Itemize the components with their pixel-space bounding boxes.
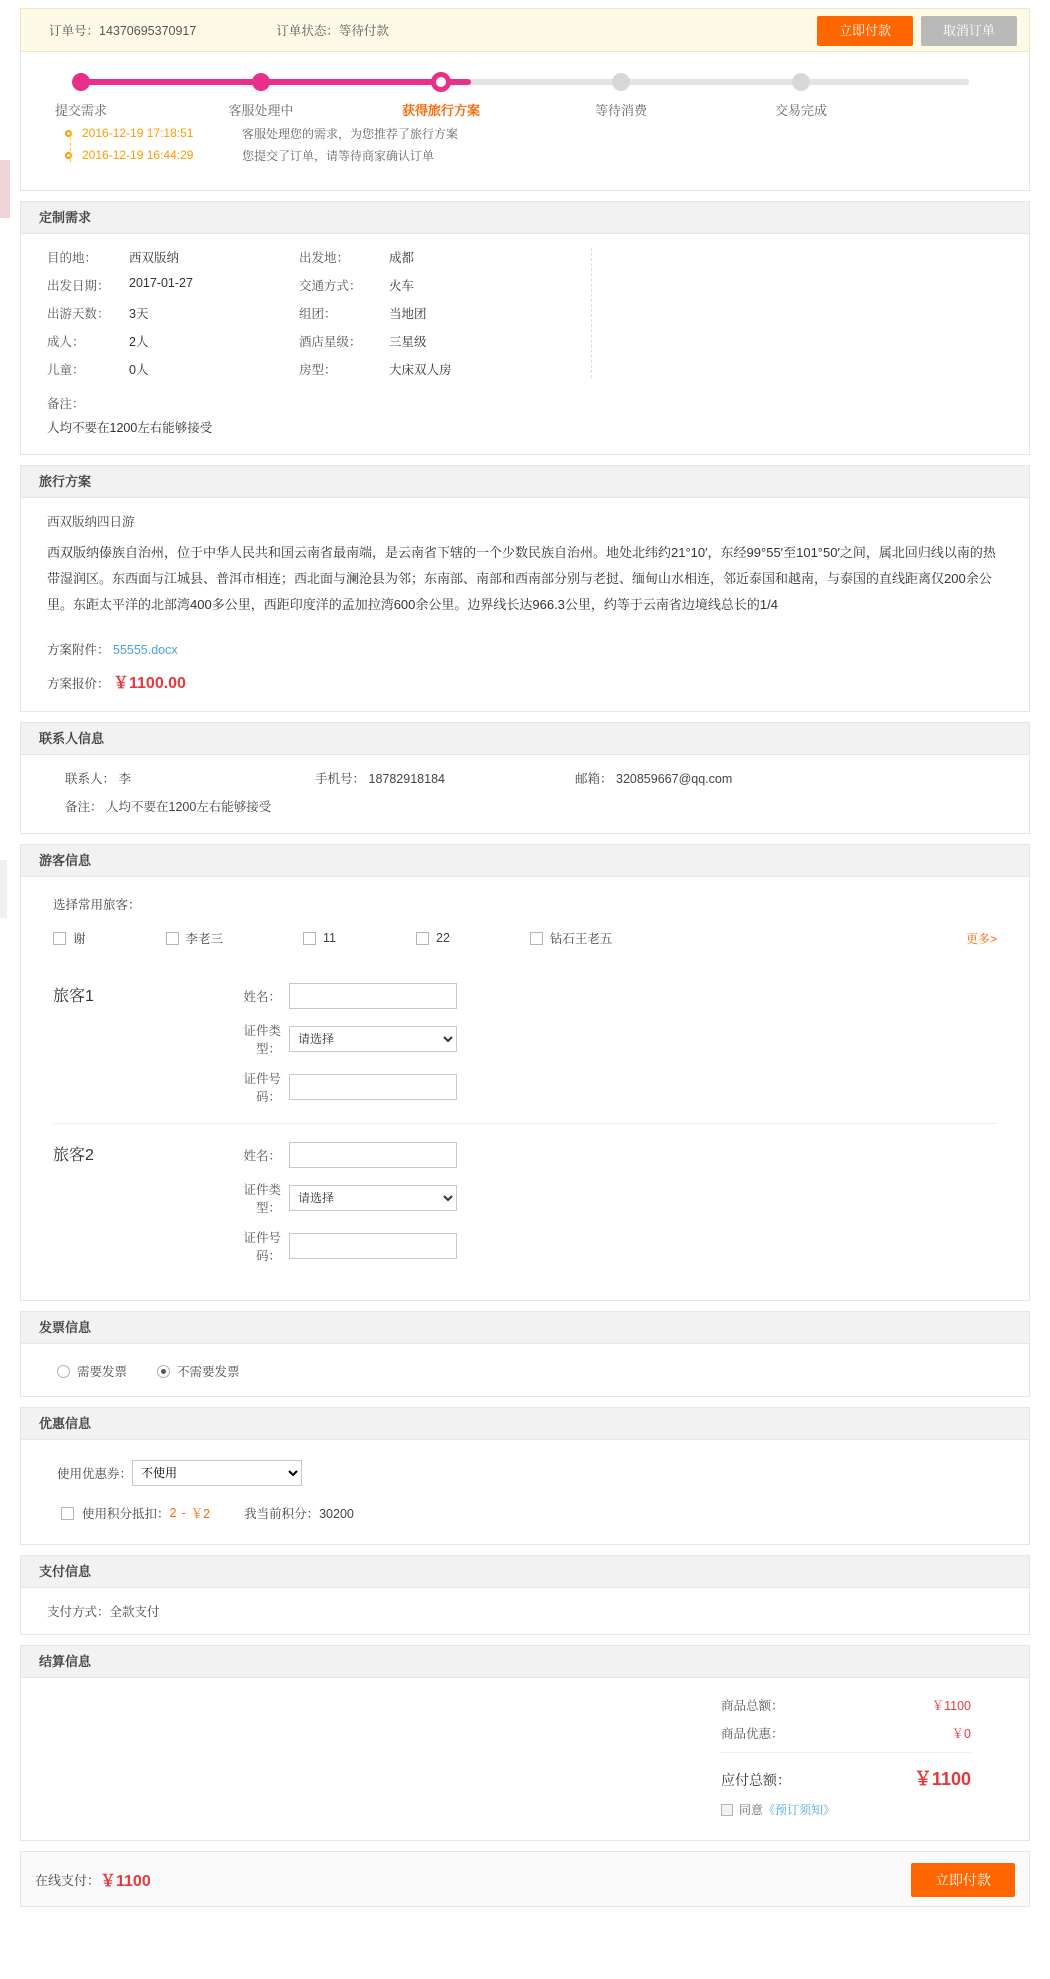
coupon-select-row [47,1456,1003,1486]
log-time: 2016-12-19 17:18:51 [82,126,194,140]
contact-note-label: 备注： [65,800,103,814]
my-points-label: 我当前积分：30200 [244,1507,354,1521]
section-title-payment: 支付信息 [21,1556,1029,1588]
log-time: 2016-12-19 16:44:29 [82,148,194,162]
points-row [47,1486,1003,1526]
invoice-options [47,1356,1003,1382]
progress-label-2: 客服处理中 [228,103,294,118]
demand-value: 3天 [129,307,149,321]
passenger-block [53,1124,997,1282]
demand-label: 房型： [299,363,337,377]
radio-icon[interactable] [57,1365,70,1378]
demand-value: 2017-01-27 [129,276,193,290]
section-settlement [20,1645,1030,1841]
plan-description: 西双版纳傣族自治州，位于中华人民共和国云南省最南端，是云南省下辖的一个少数民族自治州。地处北纬约21°10′，东经99°55′至101°50′之间，属北回归线以南的热带湿润区。东西面与江城县、普洱市相连；西北面与澜沧县为邻；东南部、南部和西南部分别与老挝、缅甸山水相连，邻近泰国和越南，与泰国的直线距离仅200余公里。东距太平洋的北部湾400多公里，西距印度洋的孟加拉湾600余公里。边界线长达966.3公里，约等于云南省边境线总长的1/4 [47,545,996,612]
contact-name-value: 李 [118,772,132,786]
progress-label-3: 获得旅行方案 [401,103,481,118]
checkbox-icon[interactable] [416,932,429,945]
checkbox-icon[interactable] [53,932,66,945]
payment-method: 支付方式：全款支付 [47,1605,160,1619]
online-pay-amount: ￥1100 [100,1872,151,1890]
order-log-list [21,116,1029,180]
contact-name-label: 联系人： [65,772,116,786]
left-edge-tab [0,160,10,218]
settlement-value: ￥1100 [931,1699,971,1713]
section-title-contact: 联系人信息 [21,723,1029,755]
common-tourist-label: 谢 [73,932,86,946]
progress-steps [49,70,1001,116]
checkbox-icon[interactable] [166,932,179,945]
progress-dot-5 [792,73,810,91]
settlement-divider [721,1752,971,1753]
checkbox-icon[interactable] [303,932,316,945]
demand-value: 0人 [129,363,149,377]
log-text: 您提交了订单，请等待商家确认订单 [242,148,435,163]
settlement-row [721,1696,971,1714]
radio-icon-selected[interactable] [157,1365,170,1378]
invoice-option-not-need[interactable] [157,1362,240,1380]
section-tourists [20,844,1030,1301]
settlement-row [721,1724,971,1742]
invoice-option-label: 不需要发票 [177,1365,240,1379]
demand-label: 成人： [47,335,85,349]
common-tourist-item[interactable] [530,929,613,947]
contact-note-value: 人均不要在1200左右能够接受 [106,800,272,814]
passenger-title: 旅客2 [53,1147,94,1164]
plan-subtitle: 西双版纳四日游 [47,515,135,529]
order-status: 订单状态：等待付款 [276,24,389,38]
common-tourist-label: 李老三 [185,932,224,946]
contact-main-row [65,769,1003,787]
common-tourist-item[interactable] [416,931,450,945]
section-title-coupon: 优惠信息 [21,1408,1029,1440]
more-tourists-link[interactable]: 更多> [965,931,997,946]
demand-note-label: 备注： [47,397,85,411]
passenger-block [53,965,997,1124]
demand-value: 成都 [389,251,415,265]
booking-notice-link[interactable]: 《预订须知》 [763,1803,836,1817]
progress-dot-2 [252,73,270,91]
plan-price-label: 方案报价： [47,677,110,691]
progress-dot-4 [612,73,630,91]
passenger-idtype-label: 证件类型： [243,1183,281,1215]
settlement-total [721,1765,971,1791]
invoice-option-need[interactable] [57,1362,127,1380]
settlement-label: 商品总额： [721,1699,784,1713]
left-edge-tab-secondary [0,860,7,918]
plan-price [47,670,1003,693]
passenger-2-idnumber-input[interactable] [289,1233,457,1259]
settlement-label: 商品优惠： [721,1727,784,1741]
log-text: 客服处理您的需求，为您推荐了旅行方案 [242,126,459,141]
points-dash: - [181,1506,186,1520]
choose-common-label: 选择常用旅客： [53,898,141,912]
progress-label-4: 等待消费 [594,103,648,118]
demand-label: 出游天数： [47,307,110,321]
cancel-order-button[interactable]: 取消订单 [921,16,1017,46]
contact-phone-value: 18782918184 [368,772,445,786]
section-plan [20,465,1030,712]
points-label: 使用积分抵扣： [82,1507,170,1521]
section-title-settlement: 结算信息 [21,1646,1029,1678]
section-invoice [20,1311,1030,1397]
points-value: 2 [169,1506,177,1520]
demand-value: 火车 [389,279,415,293]
points-money: ￥2 [190,1507,211,1521]
pay-now-button-bottom[interactable]: 立即付款 [911,1863,1015,1897]
section-payment [20,1555,1030,1635]
passenger-1-idnumber-input[interactable] [289,1074,457,1100]
progress-dot-1 [72,73,90,91]
common-tourist-item[interactable] [303,931,336,945]
order-progress [20,52,1030,191]
plan-attachment-link[interactable]: 55555.docx [113,643,178,657]
demand-label: 出发地： [299,251,350,265]
passenger-1-name-input[interactable] [289,983,457,1009]
log-row [65,144,1029,166]
contact-phone-label: 手机号： [315,772,366,786]
content-wrapper [20,0,1030,1907]
online-pay-label: 在线支付： [35,1872,101,1888]
coupon-use-label: 使用优惠券： [57,1467,133,1481]
checkbox-icon[interactable] [61,1507,74,1520]
settlement-total-value: ￥1100 [913,1769,971,1789]
demand-label: 酒店星级： [299,335,362,349]
agree-text: 同意 [739,1803,764,1817]
passenger-fields [223,983,457,1105]
passenger-2-name-input[interactable] [289,1142,457,1168]
order-header-bar [20,8,1030,52]
section-title-tourists: 游客信息 [21,845,1029,877]
passenger-idnumber-label: 证件号码： [243,1231,281,1263]
contact-email-value: 320859667@qq.com [616,772,733,786]
demand-label: 出发日期： [47,279,110,293]
invoice-option-label: 需要发票 [77,1365,128,1379]
coupon-select[interactable] [132,1460,302,1486]
demand-label: 儿童： [47,363,85,377]
checkbox-icon[interactable] [721,1804,733,1816]
progress-label-1: 提交需求 [54,103,108,118]
order-action-buttons [817,16,1017,46]
settlement-value: ￥0 [951,1727,971,1741]
demand-value: 西双版纳 [129,251,180,265]
passenger-name-label: 姓名： [243,1149,281,1163]
demand-note-value: 人均不要在1200左右能够接受 [47,421,213,435]
demand-grid [47,248,592,378]
passenger-2-idtype-select[interactable] [289,1185,457,1211]
contact-email [575,769,732,787]
section-coupon [20,1407,1030,1545]
demand-label: 交通方式： [299,279,362,293]
passenger-idtype-label: 证件类型： [243,1024,281,1056]
passenger-1-idtype-select[interactable] [289,1026,457,1052]
common-tourist-item[interactable] [53,929,86,947]
section-contact [20,722,1030,834]
progress-track-filled [81,79,471,85]
common-tourist-label: 钻石王老五 [549,932,613,946]
passenger-title: 旅客1 [53,988,94,1005]
contact-email-label: 邮箱： [575,772,613,786]
passenger-idnumber-label: 证件号码： [243,1072,281,1104]
pay-now-button-top[interactable]: 立即付款 [817,16,913,46]
progress-dot-3 [431,72,451,92]
contact-phone [315,769,575,787]
checkbox-icon[interactable] [530,932,543,945]
section-title-invoice: 发票信息 [21,1312,1029,1344]
common-tourists-list [53,929,997,965]
demand-label: 目的地： [47,251,98,265]
log-row [65,122,1029,144]
progress-label-5: 交易完成 [774,103,828,118]
plan-attachment-label: 方案附件： [47,643,110,657]
section-demand [20,201,1030,455]
common-tourist-item[interactable] [166,929,224,947]
demand-value: 大床双人房 [389,363,452,377]
order-number: 订单号：14370695370917 [49,24,197,38]
demand-value: 2人 [129,335,149,349]
agree-row[interactable] [721,1801,971,1818]
settlement-total-label: 应付总额： [721,1772,791,1788]
passenger-name-label: 姓名： [243,990,281,1004]
settlement-summary [721,1696,971,1818]
plan-attachment [47,640,1003,658]
common-tourist-label: 22 [436,931,450,945]
contact-name [65,769,315,787]
section-title-demand: 定制需求 [21,202,1029,234]
log-connector-line [70,132,71,162]
section-title-plan: 旅行方案 [21,466,1029,498]
demand-label: 组团： [299,307,337,321]
bottom-pay-bar [20,1851,1030,1907]
common-tourist-label: 11 [323,931,337,945]
contact-note [65,797,1003,815]
demand-value: 三星级 [389,335,427,349]
passenger-fields [223,1142,457,1264]
demand-value: 当地团 [389,307,427,321]
plan-price-value: ￥1100.00 [113,675,186,692]
